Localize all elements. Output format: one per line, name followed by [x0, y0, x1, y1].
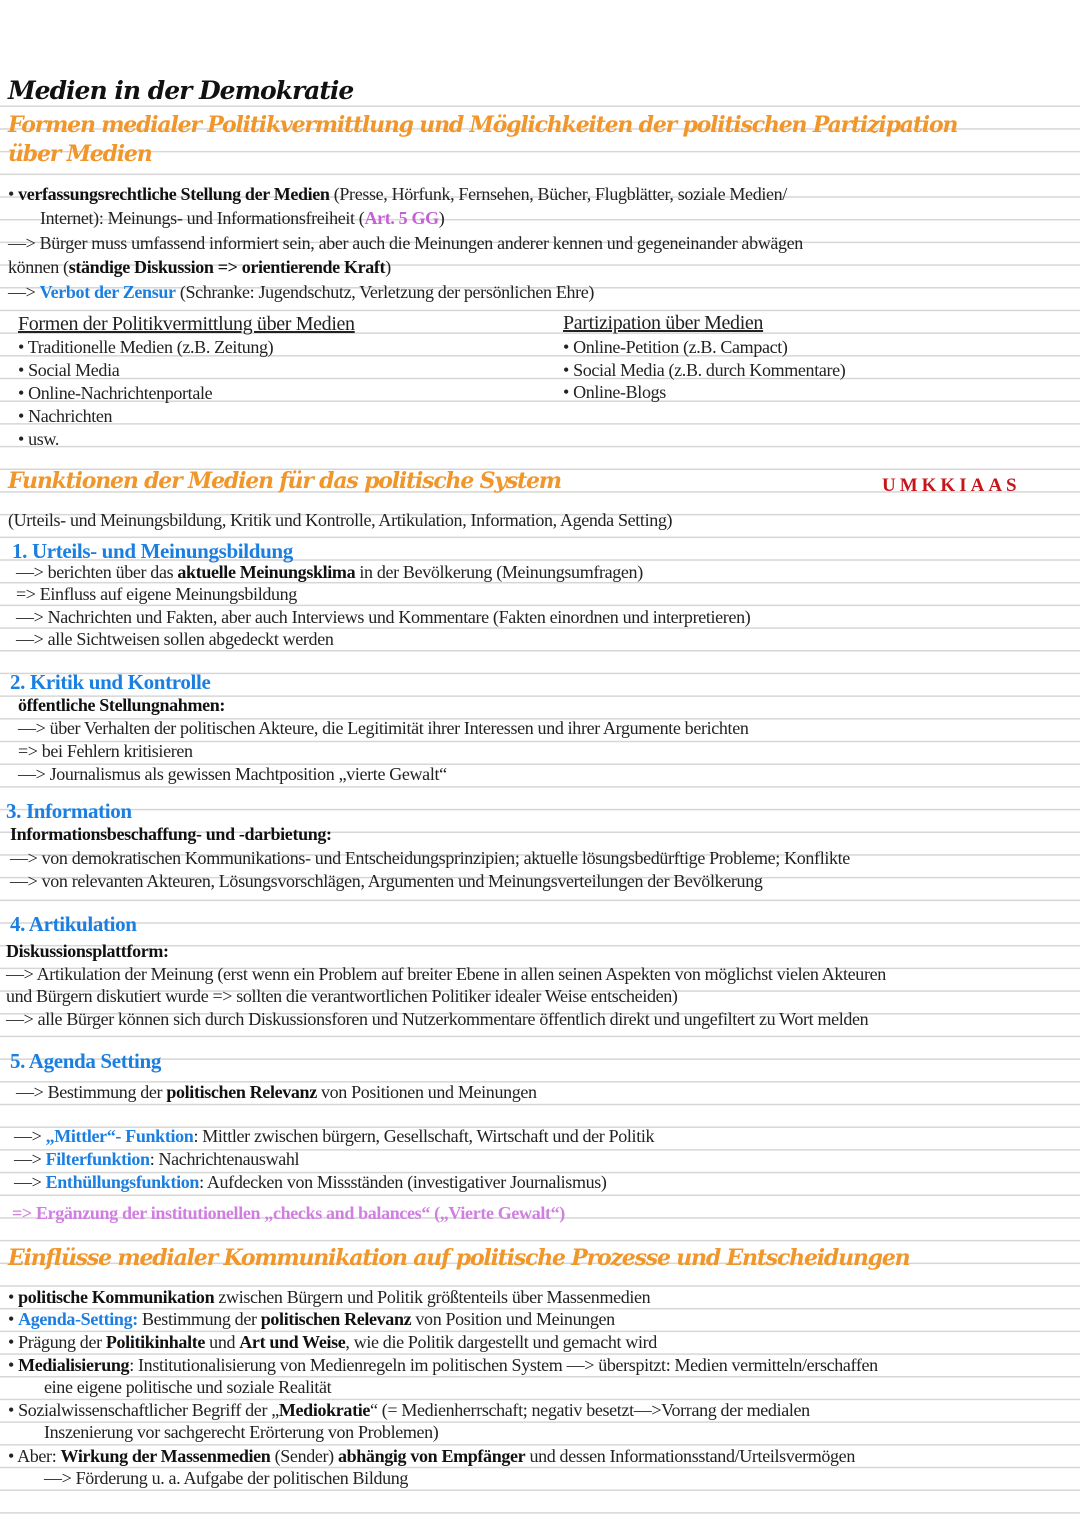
- arrow-zensur-segment: (Schranke: Jugendschutz, Verletzung der persönlichen Ehre): [175, 282, 595, 302]
- e-l6-segment: Mediokratie: [278, 1400, 370, 1420]
- e-l2: [8, 1308, 615, 1330]
- col-left-3: [18, 382, 212, 404]
- e-l3-segment: , wie die Politik dargestellt und gemacht wird: [345, 1332, 657, 1352]
- extra-filter: [14, 1148, 299, 1170]
- e-l3-segment: Politikinhalte: [105, 1332, 206, 1352]
- f2-l3: [18, 740, 193, 762]
- e-l9: [44, 1467, 408, 1489]
- col-left-5-segment: • usw.: [18, 429, 60, 449]
- e-l1: [8, 1286, 650, 1308]
- extra-enthuellung-segment: Enthüllungsfunktion: [45, 1172, 200, 1192]
- f5-l1-segment: politischen Relevanz: [166, 1082, 317, 1102]
- funktionen-list-segment: (Urteils- und Meinungsbildung, Kritik und Kontrolle, Artikulation, Information, Agenda Setting): [8, 510, 673, 530]
- e-l9-segment: —> Förderung u. a. Aufgabe der politischen Bildung: [44, 1468, 409, 1488]
- arrow-zensur-segment: —>: [8, 282, 40, 302]
- mnemonic: [882, 474, 1021, 497]
- col-left-1-segment: • Traditionelle Medien (z.B. Zeitung): [18, 337, 274, 357]
- f2-l4: [18, 763, 447, 785]
- f3-l3-segment: —> von relevanten Akteuren, Lösungsvorschlägen, Argumenten und Meinungsverteilungen der Bevölkerung: [10, 871, 763, 891]
- col-left-3-segment: • Online-Nachrichtenportale: [18, 383, 213, 403]
- e-l5: [44, 1376, 331, 1398]
- e-l5-segment: eine eigene politische und soziale Realität: [44, 1377, 332, 1397]
- f3-l2: [10, 847, 850, 869]
- e-l3-segment: und: [205, 1332, 240, 1352]
- e-l1-segment: politische Kommunikation: [18, 1287, 215, 1307]
- e-l3: [8, 1331, 657, 1353]
- e-l6: [8, 1399, 810, 1421]
- f2-l2: [18, 717, 749, 739]
- arrow-buerger-segment: —> Bürger muss umfassend informiert sein, aber auch die Meinungen anderer kennen und gegeneinander abwägen: [8, 233, 803, 253]
- mnemonic-segment: UMKKIAAS: [882, 475, 1021, 496]
- f3-l2-segment: —> von demokratischen Kommunikations- und Entscheidungsprinzipien; aktuelle lösungsbedürftige Probleme; Konflikte: [10, 848, 850, 868]
- extra-filter-segment: —>: [14, 1149, 46, 1169]
- e-l4-segment: : Institutionalisierung von Medienregeln im politischen System —> überspitzt: Medien vermitteln/erschaffen: [129, 1355, 878, 1375]
- f1-title: [12, 540, 293, 563]
- e-l7: [44, 1421, 438, 1443]
- col-right-2-segment: • Social Media (z.B. durch Kommentare): [563, 360, 846, 380]
- f1-l4-segment: —> alle Sichtweisen sollen abgedeckt werden: [16, 629, 334, 649]
- col-left-header: [18, 313, 355, 335]
- f2-l3-segment: => bei Fehlern kritisieren: [18, 741, 193, 761]
- extra-filter-segment: : Nachrichtenauswahl: [149, 1149, 300, 1169]
- page-title: Medien in der Demokratie: [8, 76, 354, 105]
- extra-checks: [12, 1202, 565, 1224]
- col-right-3-segment: • Online-Blogs: [563, 382, 666, 402]
- arrow-buerger-2-segment: ): [385, 257, 391, 277]
- arrow-zensur: [8, 281, 594, 303]
- funktionen-list: [8, 509, 672, 531]
- e-l8-segment: (Sender): [270, 1446, 338, 1466]
- col-right-1: [563, 336, 788, 358]
- e-l4-segment: Medialisierung: [18, 1355, 130, 1375]
- extra-enthuellung-segment: —>: [14, 1172, 46, 1192]
- bullet-verfassung: [8, 183, 787, 205]
- extra-filter-segment: Filterfunktion: [45, 1149, 150, 1169]
- f4-l1-segment: Diskussionsplattform:: [6, 941, 169, 961]
- extra-mittler-segment: —>: [14, 1126, 46, 1146]
- f5-l1-segment: —> Bestimmung der: [16, 1082, 167, 1102]
- f5-l1-segment: von Positionen und Meinungen: [316, 1082, 537, 1102]
- heading-formen: [8, 114, 957, 137]
- e-l8-segment: Wirkung der Massenmedien: [60, 1446, 271, 1466]
- e-l2-segment: •: [8, 1309, 19, 1329]
- bullet-verfassung-2: [40, 207, 444, 229]
- f1-title-segment: 1. Urteils- und Meinungsbildung: [12, 539, 293, 563]
- f4-l2: [6, 963, 886, 985]
- e-l7-segment: Inszenierung vor sachgerecht Erörterung von Problemen): [44, 1422, 439, 1442]
- heading-funktionen-segment: Funktionen der Medien für das politische System: [8, 468, 561, 494]
- f2-l1: [18, 694, 225, 716]
- col-right-header-segment: Partizipation über Medien: [563, 312, 764, 334]
- f2-l2-segment: —> über Verhalten der politischen Akteure, die Legitimität ihrer Interessen und ihrer Argumente berichten: [18, 718, 749, 738]
- f4-title: [10, 913, 137, 936]
- extra-checks-segment: => Ergänzung der institutionellen „checks and balances“ („Vierte Gewalt“): [12, 1203, 565, 1223]
- arrow-buerger-2-segment: ständige Diskussion => orientierende Kraft: [68, 257, 386, 277]
- arrow-buerger: [8, 232, 803, 254]
- col-left-header-segment: Formen der Politikvermittlung über Medien: [18, 313, 355, 335]
- f3-l1-segment: Informationsbeschaffung- und -darbietung:: [10, 824, 332, 844]
- col-right-1-segment: • Online-Petition (z.B. Campact): [563, 337, 788, 357]
- bullet-verfassung-segment: verfassungsrechtliche Stellung der Medien: [18, 184, 330, 204]
- f4-l4-segment: —> alle Bürger können sich durch Diskussionsforen und Nutzerkommentare öffentlich direkt und ungefiltert zu Wort melden: [6, 1009, 869, 1029]
- e-l2-segment: Agenda-Setting:: [18, 1309, 138, 1329]
- e-l2-segment: Bestimmung der: [137, 1309, 261, 1329]
- e-l6-segment: “ (= Medienherrschaft; negativ besetzt—>Vorrang der medialen: [370, 1400, 810, 1420]
- col-left-5: [18, 428, 59, 450]
- f2-l1-segment: öffentliche Stellungnahmen:: [18, 695, 226, 715]
- f4-l4: [6, 1008, 868, 1030]
- heading-formen-2: [8, 143, 152, 166]
- e-l8-segment: und dessen Informationsstand/Urteilsvermögen: [525, 1446, 855, 1466]
- heading-formen-2-segment: über Medien: [8, 141, 152, 167]
- arrow-buerger-2: [8, 256, 391, 278]
- f4-l3: [6, 985, 678, 1007]
- e-l1-segment: zwischen Bürgern und Politik größtenteils über Massenmedien: [214, 1287, 651, 1307]
- e-l8-segment: • Aber:: [8, 1446, 61, 1466]
- col-right-2: [563, 359, 845, 381]
- e-l4-segment: •: [8, 1355, 19, 1375]
- e-l4: [8, 1354, 878, 1376]
- col-left-4-segment: • Nachrichten: [18, 406, 113, 426]
- heading-formen-segment: Formen medialer Politikvermittlung und Möglichkeiten der politischen Partizipation: [8, 112, 958, 138]
- bullet-verfassung-segment: (Presse, Hörfunk, Fernsehen, Bücher, Flugblätter, soziale Medien/: [329, 184, 787, 204]
- col-left-4: [18, 405, 112, 427]
- heading-einfluesse: [8, 1247, 909, 1270]
- arrow-zensur-segment: Verbot der Zensur: [39, 282, 176, 302]
- e-l8-segment: abhängig von Empfänger: [337, 1446, 526, 1466]
- arrow-buerger-2-segment: können (: [8, 257, 69, 277]
- f2-title: [10, 671, 210, 694]
- col-right-header: [563, 312, 763, 334]
- f3-l3: [10, 870, 763, 892]
- f1-l4: [16, 628, 334, 650]
- f4-l1: [6, 940, 169, 962]
- f1-l1: [16, 561, 643, 583]
- f4-l2-segment: —> Artikulation der Meinung (erst wenn ein Problem auf breiter Ebene in allen seinen Aspekten von möglichst vielen Akteuren: [6, 964, 886, 984]
- extra-mittler-segment: „Mittler“- Funktion: [45, 1126, 194, 1146]
- bullet-verfassung-2-segment: Internet): Meinungs- und Informationsfreiheit (: [40, 208, 365, 228]
- f5-title: [10, 1050, 161, 1073]
- f3-title-segment: 3. Information: [6, 799, 132, 823]
- bullet-verfassung-2-segment: Art. 5 GG: [364, 208, 439, 228]
- f2-title-segment: 2. Kritik und Kontrolle: [10, 670, 211, 694]
- e-l2-segment: politischen Relevanz: [260, 1309, 412, 1329]
- heading-funktionen: [8, 470, 561, 493]
- f1-l2-segment: => Einfluss auf eigene Meinungsbildung: [16, 584, 297, 604]
- col-left-2-segment: • Social Media: [18, 360, 120, 380]
- f1-l1-segment: in der Bevölkerung (Meinungsumfragen): [355, 562, 643, 582]
- extra-enthuellung: [14, 1171, 607, 1193]
- f1-l2: [16, 583, 297, 605]
- col-right-3: [563, 381, 666, 403]
- bullet-verfassung-segment: •: [8, 184, 19, 204]
- e-l2-segment: von Position und Meinungen: [411, 1309, 615, 1329]
- e-l8: [8, 1445, 855, 1467]
- f1-l3-segment: —> Nachrichten und Fakten, aber auch Interviews und Kommentare (Fakten einordnen und interpretieren): [16, 607, 751, 627]
- col-left-2: [18, 359, 119, 381]
- extra-mittler: [14, 1125, 654, 1147]
- e-l3-segment: Art und Weise: [239, 1332, 346, 1352]
- f4-title-segment: 4. Artikulation: [10, 912, 137, 936]
- extra-mittler-segment: : Mittler zwischen bürgern, Gesellschaft, Wirtschaft und der Politik: [193, 1126, 655, 1146]
- f1-l1-segment: aktuelle Meinungsklima: [177, 562, 356, 582]
- f1-l1-segment: —> berichten über das: [16, 562, 178, 582]
- f2-l4-segment: —> Journalismus als gewissen Machtposition „vierte Gewalt“: [18, 764, 447, 784]
- heading-einfluesse-segment: Einflüsse medialer Kommunikation auf politische Prozesse und Entscheidungen: [8, 1245, 910, 1271]
- e-l1-segment: •: [8, 1287, 19, 1307]
- f5-l1: [16, 1081, 537, 1103]
- f5-title-segment: 5. Agenda Setting: [10, 1049, 161, 1073]
- f3-title: [6, 800, 132, 823]
- extra-enthuellung-segment: : Aufdecken von Missständen (investigativer Journalismus): [199, 1172, 607, 1192]
- e-l6-segment: • Sozialwissenschaftlicher Begriff der „: [8, 1400, 279, 1420]
- bullet-verfassung-2-segment: ): [438, 208, 445, 228]
- f1-l3: [16, 606, 750, 628]
- col-left-1: [18, 336, 273, 358]
- f4-l3-segment: und Bürgern diskutiert wurde => sollten die verantwortlichen Politiker idealer Weise entscheiden): [6, 986, 678, 1006]
- f3-l1: [10, 823, 332, 845]
- e-l3-segment: • Prägung der: [8, 1332, 106, 1352]
